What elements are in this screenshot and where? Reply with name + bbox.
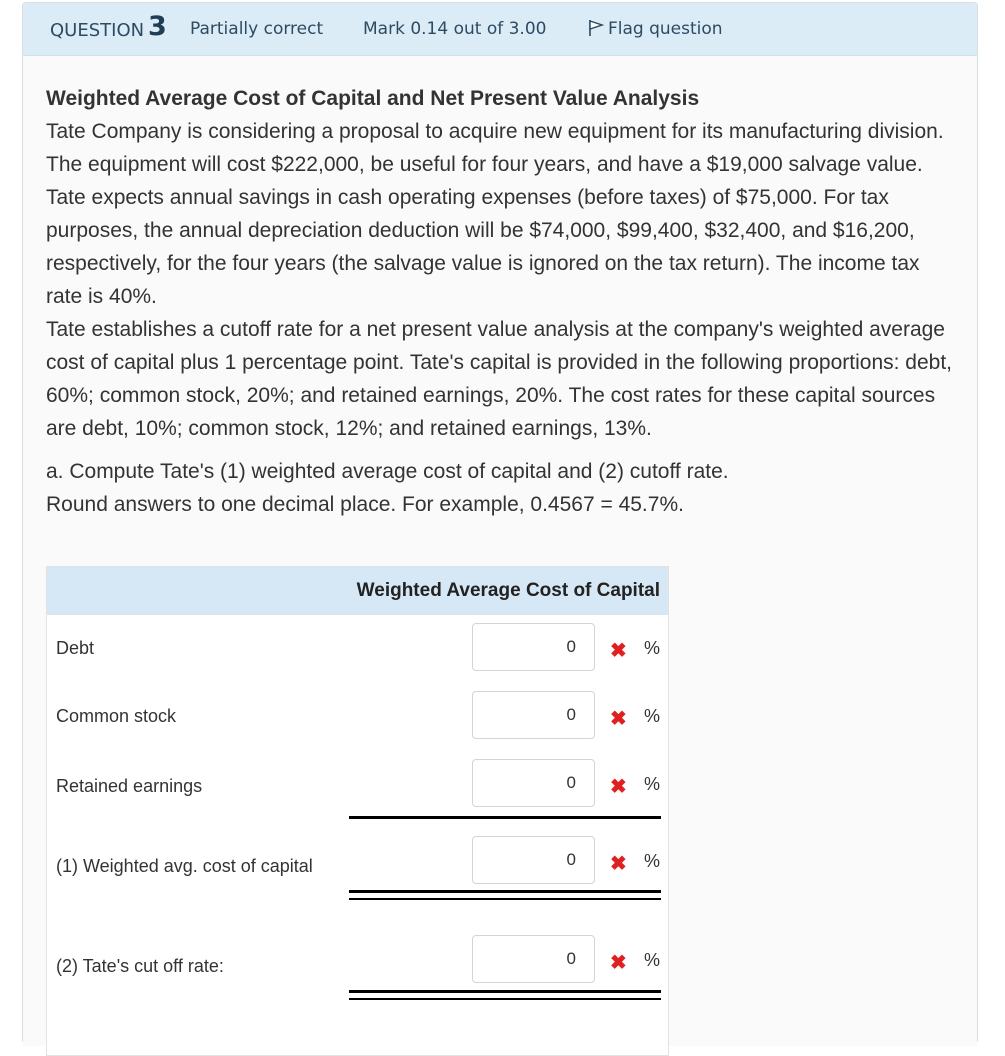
cutoff-rate-input[interactable] xyxy=(472,935,595,983)
row-label-cutoff-rate: (2) Tate's cut off rate: xyxy=(56,956,224,976)
row-label-retained-earnings: Retained earnings xyxy=(56,776,203,796)
flag-question-label: Flag question xyxy=(608,19,723,39)
part-a-instruction: a. Compute Tate's (1) weighted average cost of capital and (2) cutoff rate. xyxy=(46,460,729,483)
incorrect-icon: ✖ xyxy=(610,640,627,662)
cutoff-double-rule-bottom xyxy=(349,998,661,1000)
question-info-bar xyxy=(23,3,977,56)
debt-input[interactable] xyxy=(472,623,595,671)
flag-icon xyxy=(588,19,604,37)
question-paragraph-1: Tate Company is considering a proposal to acquire new equipment for its manufacturing division. The equipment will cost $222,000, be useful for four years, and have a $19,000 salvage value. Tate expects annual savings in cash operating expenses (before taxes) of $75,000. For tax purposes, the annual depreciation deduction will be $74,000, $99,400, $32,400, and $16,200, respectively, for the four years (the salvage value is ignored on the tax return). The income tax rate is 40%. xyxy=(46,120,944,308)
percent-unit: % xyxy=(644,638,661,658)
common-stock-input[interactable] xyxy=(472,691,595,739)
row-label-weighted-avg: (1) Weighted avg. cost of capital xyxy=(56,856,313,876)
table-row xyxy=(47,615,669,1056)
total-double-rule-bottom xyxy=(349,898,661,900)
question-label: QUESTION xyxy=(50,20,145,41)
part-a-rounding-note: Round answers to one decimal place. For example, 0.4567 = 45.7%. xyxy=(46,493,684,516)
incorrect-icon: ✖ xyxy=(610,708,627,730)
wacc-table-header-row xyxy=(47,567,669,616)
row-label-debt: Debt xyxy=(56,638,95,658)
weighted-avg-input[interactable] xyxy=(472,836,595,884)
cutoff-double-rule-top xyxy=(349,990,661,993)
question-title: Weighted Average Cost of Capital and Net Present Value Analysis xyxy=(46,87,700,110)
question-mark: Mark 0.14 out of 3.00 xyxy=(363,19,547,39)
wacc-table-header: Weighted Average Cost of Capital xyxy=(47,567,669,616)
flag-question-button[interactable] xyxy=(588,19,723,39)
percent-unit: % xyxy=(644,950,661,970)
incorrect-icon: ✖ xyxy=(610,853,627,875)
question-card xyxy=(22,2,978,1044)
question-content xyxy=(23,56,977,1046)
total-double-rule-top xyxy=(349,890,661,893)
question-paragraph-2: Tate establishes a cutoff rate for a net present value analysis at the company's weighted average cost of capital plus 1 percentage point. Tate's capital is provided in the following proportions: debt, 60%; common stock, 20%; and retained earnings, 20%. The cost rates for these capital sources are debt, 10%; common stock, 12%; and retained earnings, 13%. xyxy=(46,318,953,440)
incorrect-icon: ✖ xyxy=(610,952,627,974)
percent-unit: % xyxy=(644,706,661,726)
question-number: 3 xyxy=(148,11,167,42)
retained-earnings-input[interactable] xyxy=(472,759,595,807)
wacc-table xyxy=(46,566,669,1056)
percent-unit: % xyxy=(644,774,661,794)
question-state: Partially correct xyxy=(190,19,324,39)
incorrect-icon: ✖ xyxy=(610,776,627,798)
subtotal-rule xyxy=(349,816,661,819)
row-label-common-stock: Common stock xyxy=(56,706,177,726)
percent-unit: % xyxy=(644,851,661,871)
question-text xyxy=(46,82,961,521)
